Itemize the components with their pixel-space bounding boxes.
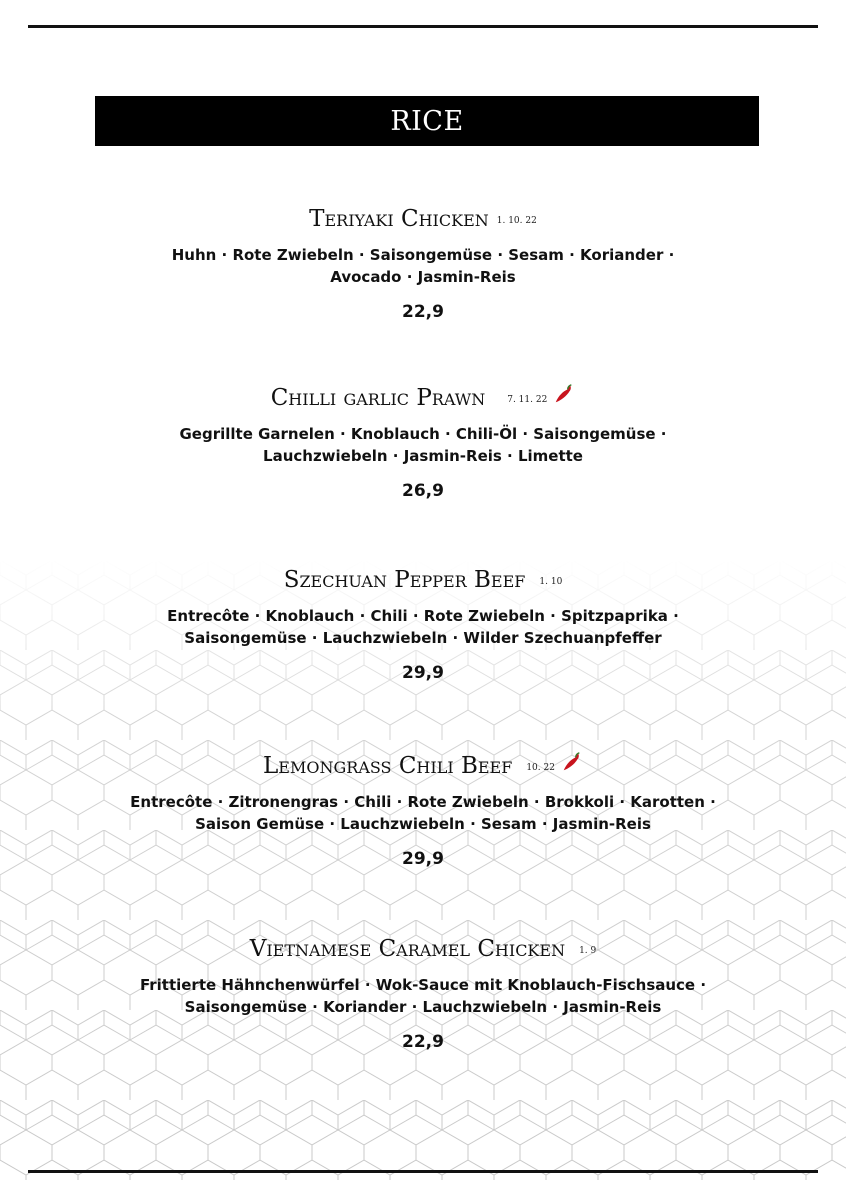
item-allergens: 7. 11. 22 [507,395,548,405]
item-description [0,974,846,1018]
menu-item [0,204,846,322]
item-title-row [0,751,846,781]
top-rule [28,25,818,28]
item-description-line: Entrecôte · Zitronengras · Chili · Rote Zwiebeln · Brokkoli · Karotten · [130,793,716,811]
item-name: Szechuan Pepper Beef [283,567,526,593]
item-description-line: Entrecôte · Knoblauch · Chili · Rote Zwiebeln · Spitzpaprika · [167,607,679,625]
item-allergens: 1. 9 [579,946,597,956]
menu-item [0,934,846,1052]
item-description-line: Saison Gemüse · Lauchzwiebeln · Sesam · Jasmin-Reis [195,815,651,833]
chili-pepper-icon [561,751,583,773]
item-title-row [0,204,846,234]
item-description-line: Huhn · Rote Zwiebeln · Saisongemüse · Sesam · Koriander · [171,246,675,264]
chili-pepper-icon [553,383,575,405]
item-allergens: 1. 10 [539,577,563,587]
item-description-line: Saisongemüse · Lauchzwiebeln · Wilder Szechuanpfeffer [184,629,662,647]
item-description-line: Lauchzwiebeln · Jasmin-Reis · Limette [263,447,583,465]
item-description [0,791,846,835]
item-description-line: Gegrillte Garnelen · Knoblauch · Chili-Öl · Saisongemüse · [179,425,667,443]
section-banner [95,96,759,146]
item-price: 26,9 [402,481,444,501]
item-name: Teriyaki Chicken [309,206,489,232]
menu-item [0,565,846,683]
item-description [0,423,846,467]
bottom-rule [28,1170,818,1173]
item-price: 22,9 [402,302,444,322]
menu-item [0,383,846,501]
item-price: 29,9 [402,663,444,683]
item-description [0,605,846,649]
item-description-line: Avocado · Jasmin-Reis [330,268,516,286]
item-description-line: Frittierte Hähnchenwürfel · Wok-Sauce mit Knoblauch-Fischsauce · [139,976,707,994]
item-description-line: Saisongemüse · Koriander · Lauchzwiebeln · Jasmin-Reis [184,998,662,1016]
menu-item [0,751,846,869]
item-name: Chilli garlic Prawn [270,385,486,411]
item-title-row [0,383,846,413]
item-price: 22,9 [402,1032,444,1052]
item-title-row [0,565,846,595]
section-title: RICE [390,105,464,137]
item-price: 29,9 [402,849,444,869]
item-name: Vietnamese Caramel Chicken [249,936,566,962]
item-allergens: 1. 10. 22 [496,216,537,226]
item-name: Lemongrass Chili Beef [263,753,513,779]
item-title-row [0,934,846,964]
item-description [0,244,846,288]
item-allergens: 10. 22 [526,763,555,773]
